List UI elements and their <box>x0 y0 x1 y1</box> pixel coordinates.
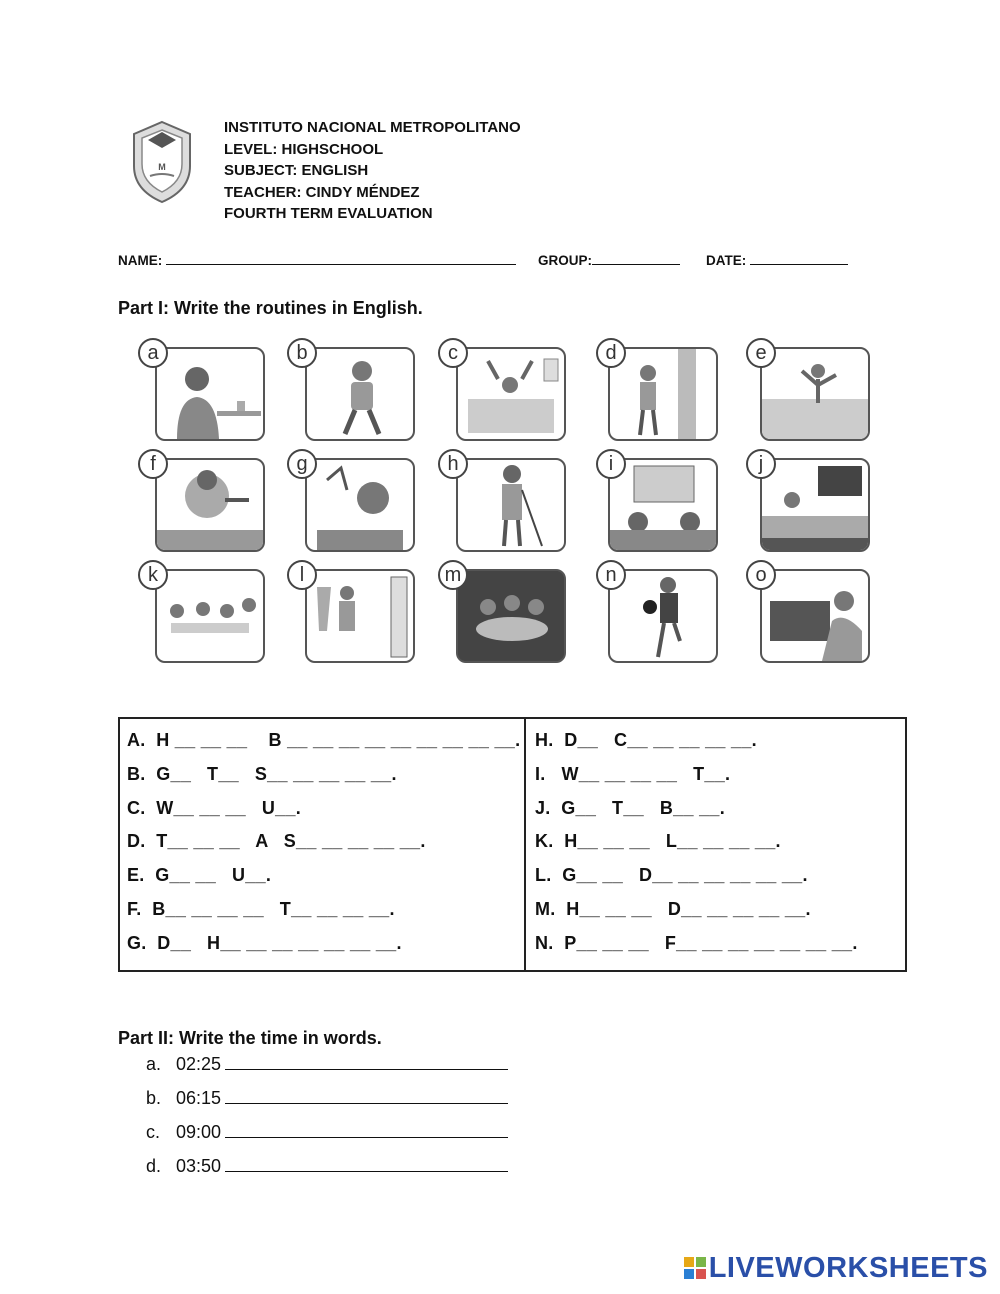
svg-text:M: M <box>158 162 166 172</box>
picture-card-i <box>608 458 718 552</box>
routine-answer-right-row[interactable]: K. H__ __ __ L__ __ __ __. <box>535 831 781 852</box>
picture-card-n <box>608 569 718 663</box>
watching-tv-icon <box>610 460 716 550</box>
waking-up-in-bed-icon <box>458 349 564 439</box>
picture-letter-k: k <box>138 560 168 590</box>
picture-letter-c: c <box>438 338 468 368</box>
date-label: DATE: <box>706 253 747 268</box>
routine-answer-right-row[interactable]: L. G__ __ D__ __ __ __ __ __. <box>535 865 808 886</box>
routine-answer-left-row[interactable]: F. B__ __ __ __ T__ __ __ __. <box>127 899 395 919</box>
picture-card-b <box>305 347 415 441</box>
picture-letter-j: j <box>746 449 776 479</box>
time-item <box>146 1053 508 1075</box>
table-divider <box>524 717 526 972</box>
routine-answer-right-row[interactable]: I. W__ __ __ __ T__. <box>535 763 731 784</box>
getting-up-icon <box>762 349 868 439</box>
date-field[interactable] <box>706 250 848 268</box>
family-dinner-icon <box>458 571 564 661</box>
group-field[interactable] <box>538 250 680 268</box>
picture-letter-n: n <box>596 560 626 590</box>
routine-answer-left-row[interactable]: E. G__ __ U__. <box>127 865 272 886</box>
time-value: 09:00 <box>176 1122 222 1142</box>
time-item <box>146 1121 508 1143</box>
picture-card-k <box>155 569 265 663</box>
teacher-line: TEACHER: CINDY MÉNDEZ <box>224 183 420 201</box>
picture-card-f <box>155 458 265 552</box>
time-item-label: d. <box>146 1156 162 1176</box>
evaluation-line: FOURTH TERM EVALUATION <box>224 205 433 223</box>
level-line: LEVEL: HIGHSCHOOL <box>224 140 384 158</box>
picture-card-o <box>760 569 870 663</box>
time-value: 06:15 <box>176 1088 222 1108</box>
routine-answer-right-row[interactable]: H. D__ C__ __ __ __ __. <box>535 730 757 750</box>
part2-title: Part II: Write the time in words. <box>118 1028 382 1048</box>
picture-letter-a: a <box>138 338 168 368</box>
time-answer-blank[interactable] <box>225 1087 508 1104</box>
part1-title: Part I: Write the routines in English. <box>118 298 423 318</box>
name-field[interactable] <box>118 250 516 268</box>
time-item <box>146 1087 508 1109</box>
picture-card-l <box>305 569 415 663</box>
routine-answer-right-row[interactable]: N. P__ __ __ F__ __ __ __ __ __ __. <box>535 932 858 953</box>
subject-line: SUBJECT: ENGLISH <box>224 162 369 180</box>
picture-letter-d: d <box>596 338 626 368</box>
school-logo <box>128 120 196 204</box>
time-item-label: c. <box>146 1122 161 1142</box>
time-answer-blank[interactable] <box>225 1121 508 1138</box>
picture-letter-o: o <box>746 560 776 590</box>
picture-card-m <box>456 569 566 663</box>
family-lunch-icon <box>157 571 263 661</box>
picture-card-h <box>456 458 566 552</box>
routine-answer-right-row[interactable]: M. H__ __ __ D__ __ __ __ __. <box>535 899 811 919</box>
picture-letter-i: i <box>596 449 626 479</box>
routine-answer-left-row[interactable]: G. D__ H__ __ __ __ __ __ __. <box>127 932 402 953</box>
routine-answer-left-row[interactable]: A. H __ __ __ B __ __ __ __ __ __ __ __ __. <box>127 730 521 750</box>
picture-letter-f: f <box>138 449 168 479</box>
using-laptop-icon <box>762 571 868 661</box>
routine-answer-right-row[interactable]: J. G__ T__ B__ __. <box>535 797 726 818</box>
name-label: NAME: <box>118 253 163 268</box>
picture-letter-h: h <box>438 449 468 479</box>
liveworksheets-logo-icon <box>684 1254 706 1276</box>
going-to-bed-icon <box>762 460 868 550</box>
routine-answer-left-row[interactable]: B. G__ T__ S__ __ __ __ __. <box>127 763 397 784</box>
getting-dressed-icon <box>307 571 413 661</box>
boy-running-to-school-icon <box>307 349 413 439</box>
institution-name: INSTITUTO NACIONAL METROPOLITANO <box>224 119 521 136</box>
time-answer-blank[interactable] <box>225 1155 508 1172</box>
picture-card-e <box>760 347 870 441</box>
brushing-teeth-icon <box>157 460 263 550</box>
routine-answer-left-row[interactable]: C. W__ __ __ U__. <box>127 797 302 818</box>
picture-card-d <box>608 347 718 441</box>
playing-football-icon <box>610 571 716 661</box>
time-value: 02:25 <box>176 1054 222 1074</box>
picture-letter-g: g <box>287 449 317 479</box>
picture-letter-b: b <box>287 338 317 368</box>
name-blank[interactable] <box>166 250 516 265</box>
picture-letter-e: e <box>746 338 776 368</box>
time-item <box>146 1155 508 1177</box>
group-label: GROUP: <box>538 253 592 268</box>
routine-answer-left-row[interactable]: D. T__ __ __ A S__ __ __ __ __. <box>127 831 426 852</box>
doing-homework-icon <box>307 460 413 550</box>
picture-card-a <box>155 347 265 441</box>
picture-card-c <box>456 347 566 441</box>
liveworksheets-brand <box>684 1252 988 1285</box>
picture-letter-m: m <box>438 560 468 590</box>
picture-card-j <box>760 458 870 552</box>
header-block <box>224 117 521 225</box>
brand-text: LIVEWORKSHEETS <box>708 1252 988 1284</box>
time-item-label: b. <box>146 1088 162 1108</box>
time-answer-blank[interactable] <box>225 1053 508 1070</box>
time-item-label: a. <box>146 1054 162 1074</box>
picture-card-g <box>305 458 415 552</box>
woman-eating-icon <box>157 349 263 439</box>
sweeping-floor-icon <box>458 460 564 550</box>
picture-letter-l: l <box>287 560 317 590</box>
date-blank[interactable] <box>750 250 848 265</box>
taking-shower-icon <box>610 349 716 439</box>
group-blank[interactable] <box>592 250 680 265</box>
time-value: 03:50 <box>176 1156 222 1176</box>
